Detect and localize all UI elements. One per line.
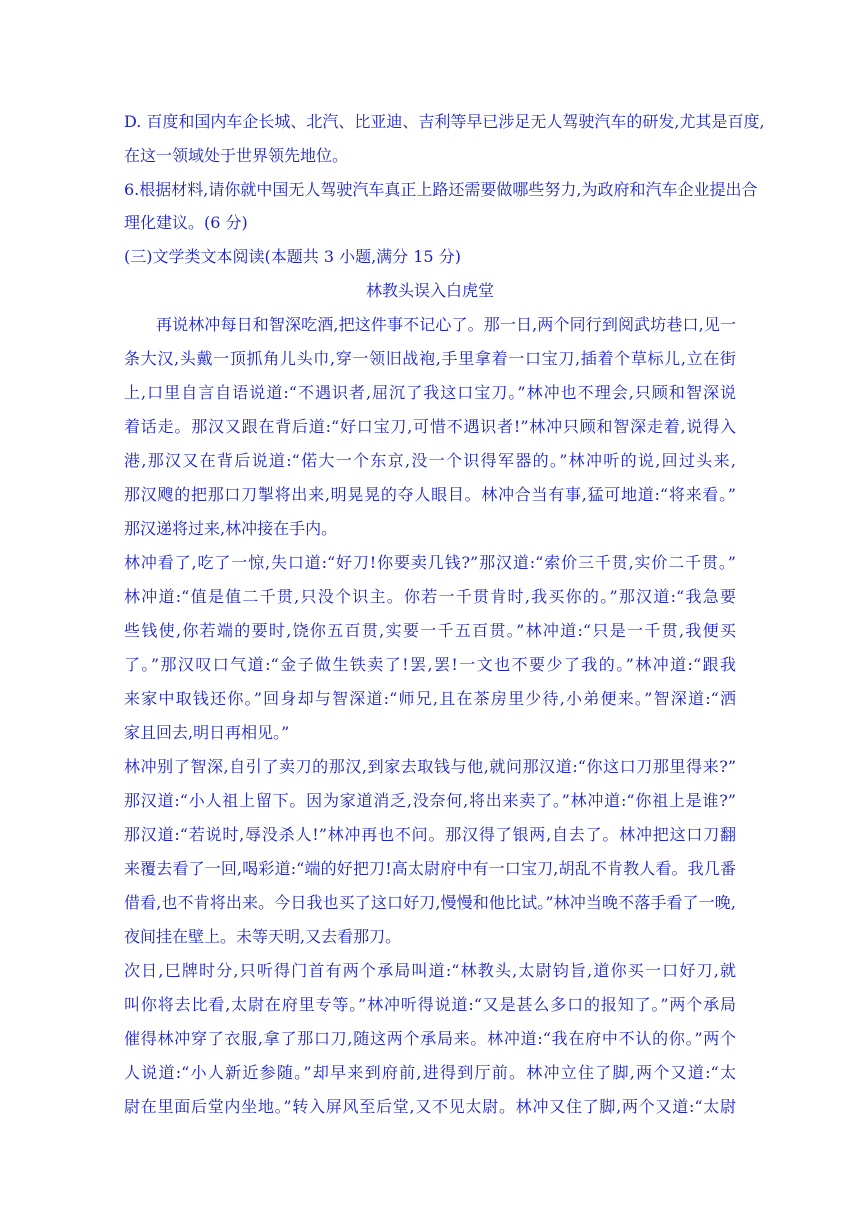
paragraph-1-line: 着话走。那汉又跟在背后道:“好口宝刀,可惜不遇识者!”林冲只顾和智深走着,说得入 <box>124 417 736 436</box>
story-title: 林教头误入白虎堂 <box>365 281 494 300</box>
option-d-line-2: 在这一领域处于世界领先地位。 <box>124 146 349 165</box>
paragraph-3-line: 来覆去看了一回,喝彩道:“端的好把刀!高太尉府中有一口宝刀,胡乱不肯教人看。我几番 <box>124 859 736 878</box>
paragraph-1-line: 条大汉,头戴一顶抓角儿头巾,穿一领旧战袍,手里拿着一口宝刀,插着个草标儿,立在街 <box>124 349 736 368</box>
paragraph-1-line: 港,那汉又在背后说道:“偌大一个东京,没一个识得军器的。”林冲听的说,回过头来, <box>124 451 736 470</box>
paragraph-2-line: 了。”那汉叹口气道:“金子做生铁卖了!罢,罢!一文也不要少了我的。”林冲道:“跟我 <box>124 655 736 674</box>
question-6-line-1: 6.根据材料,请你就中国无人驾驶汽车真正上路还需要做哪些努力,为政府和汽车企业提出合 <box>124 180 758 199</box>
paragraph-2-line: 些钱使,你若端的要时,饶你五百贯,实要一千五百贯。”林冲道:“只是一千贯,我便买 <box>124 621 736 640</box>
paragraph-3-line: 林冲别了智深,自引了卖刀的那汉,到家去取钱与他,就问那汉道:“你这口刀那里得来?” <box>124 757 736 776</box>
paragraph-4-line: 人说道:“小人新近参随。”却早来到府前,进得到厅前。林冲立住了脚,两个又道:“太 <box>124 1063 736 1082</box>
paragraph-2-line: 来家中取钱还你。”回身却与智深道:“师兄,且在茶房里少待,小弟便来。”智深道:“洒 <box>124 689 736 708</box>
paragraph-3-line: 夜间挂在壁上。未等天明,又去看那刀。 <box>124 927 402 946</box>
paragraph-2-line: 家且回去,明日再相见。” <box>124 723 290 742</box>
paragraph-4-line: 催得林冲穿了衣服,拿了那口刀,随这两个承局来。林冲道:“我在府中不认的你。”两个 <box>124 1029 736 1048</box>
paragraph-2-line: 林冲看了,吃了一惊,失口道:“好刀!你要卖几钱?”那汉道:“索价三千贯,实价二千贯。” <box>124 553 736 572</box>
paragraph-4-line: 尉在里面后堂内坐地。”转入屏风至后堂,又不见太尉。林冲又住了脚,两个又道:“太尉 <box>124 1097 736 1116</box>
question-6-line-2: 理化建议。(6 分) <box>124 213 248 232</box>
paragraph-1-line: 那汉飕的把那口刀掣将出来,明晃晃的夺人眼目。林冲合当有事,猛可地道:“将来看。” <box>124 485 736 504</box>
paragraph-4-line: 叫你将去比看,太尉在府里专等。”林冲听得说道:“又是甚么多口的报知了。”两个承局 <box>124 995 736 1014</box>
paragraph-4-line: 次日,巳牌时分,只听得门首有两个承局叫道:“林教头,太尉钧旨,道你买一口好刀,就 <box>124 961 736 980</box>
paragraph-3-line: 那汉道:“小人祖上留下。因为家道消乏,没奈何,将出来卖了。”林冲道:“你祖上是谁?” <box>124 791 736 810</box>
paragraph-3-line: 借看,也不肯将出来。今日我也买了这口好刀,慢慢和他比试。”林冲当晚不落手看了一晚, <box>124 893 736 912</box>
paragraph-2-line: 林冲道:“值是值二千贯,只没个识主。你若一千贯肯时,我买你的。”那汉道:“我急要 <box>124 587 736 606</box>
paragraph-1-line: 那汉递将过来,林冲接在手内。 <box>124 519 338 538</box>
option-d-line-1: D. 百度和国内车企长城、北汽、比亚迪、吉利等早已涉足无人驾驶汽车的研发,尤其是百度, <box>124 112 765 131</box>
paragraph-1-line: 再说林冲每日和智深吃酒,把这件事不记心了。那一日,两个同行到阅武坊巷口,见一 <box>156 315 736 334</box>
paragraph-3-line: 那汉道:“若说时,辱没杀人!”林冲再也不问。那汉得了银两,自去了。林冲把这口刀翻 <box>124 825 736 844</box>
section-heading: (三)文学类文本阅读(本题共 3 小题,满分 15 分) <box>124 247 461 266</box>
paragraph-1-line: 上,口里自言自语说道:“不遇识者,屈沉了我这口宝刀。”林冲也不理会,只顾和智深说 <box>124 383 736 402</box>
